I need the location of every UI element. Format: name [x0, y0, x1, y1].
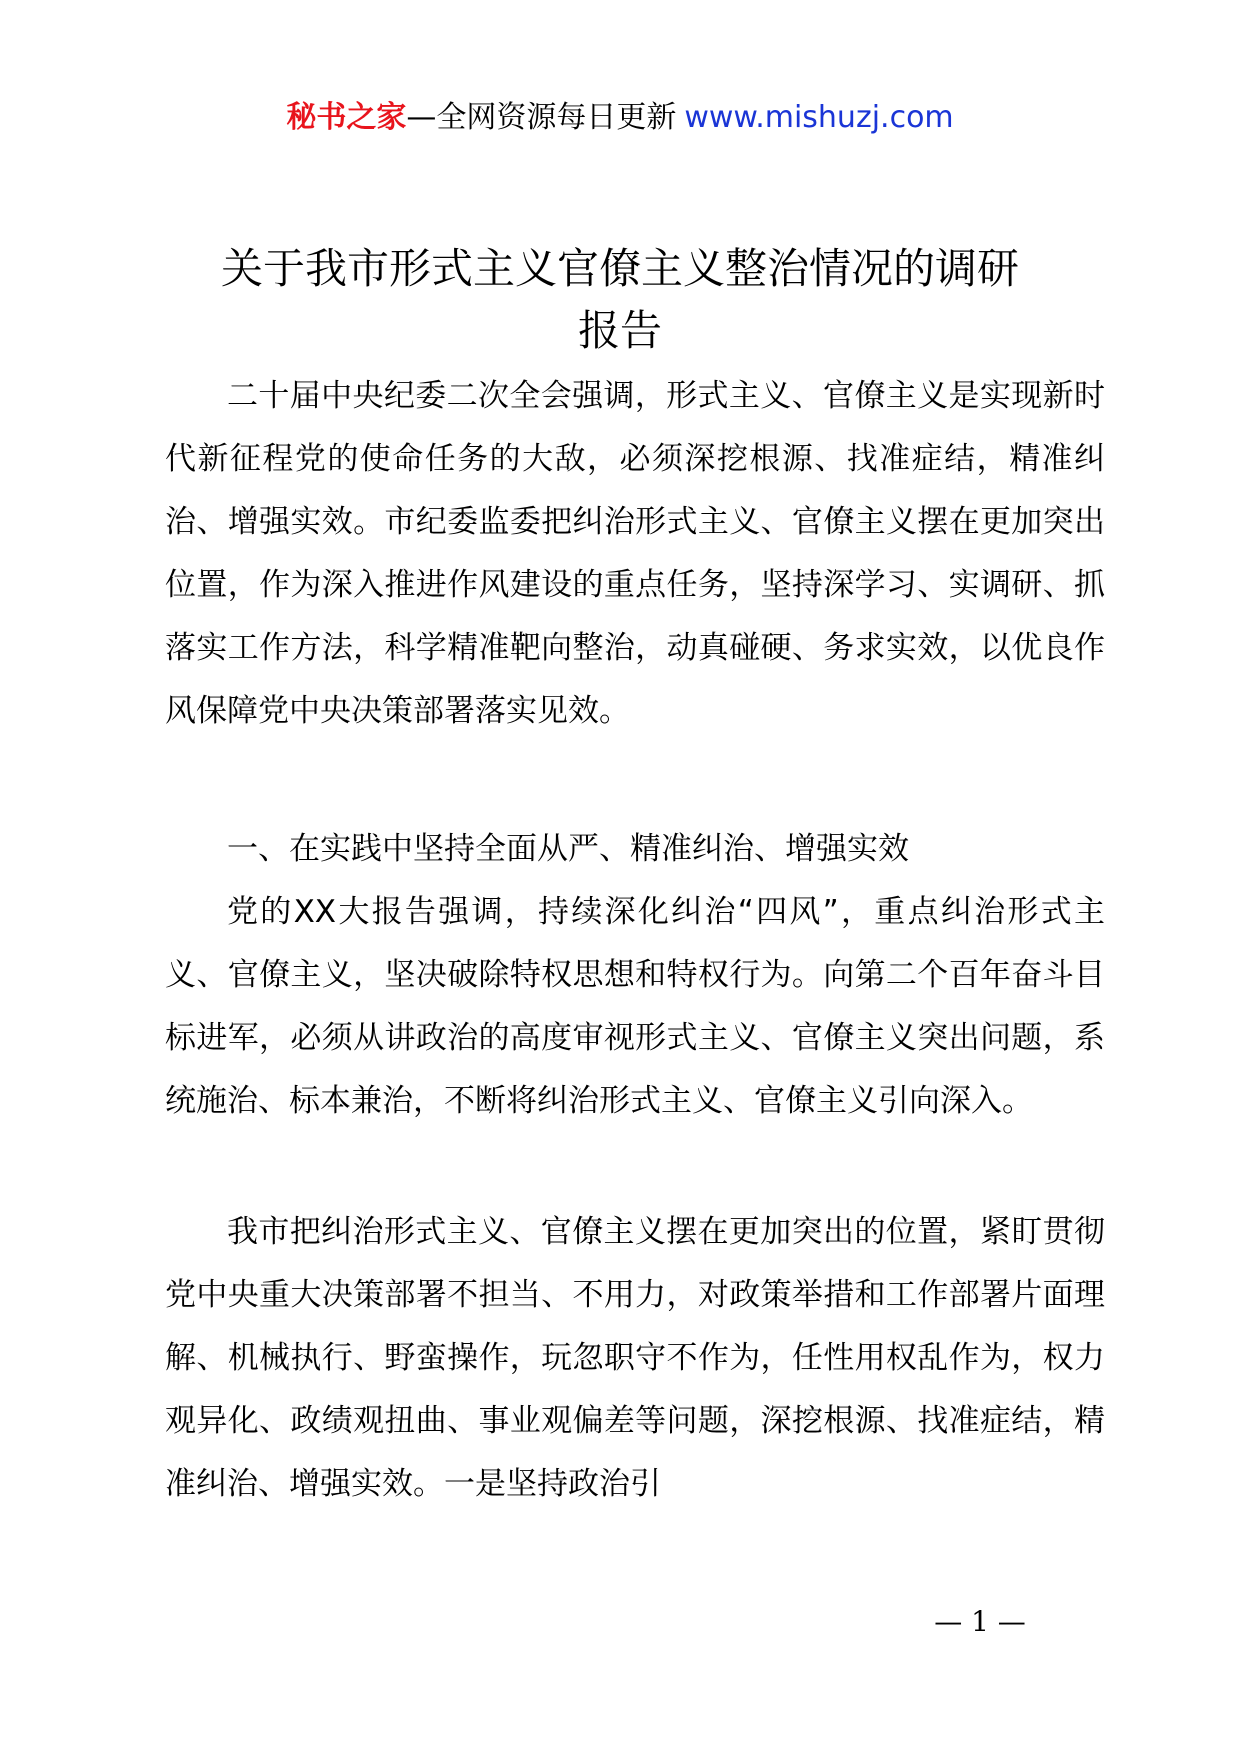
section-heading-1: 一、在实践中坚持全面从严、精准纠治、增强实效 [227, 831, 909, 867]
intro-paragraph-block [165, 365, 1105, 743]
body-paragraph-3: 我市把纠治形式主义、官僚主义摆在更加突出的位置，紧盯贯彻党中央重大决策部署不担当、不用力，对政策举措和工作部署片面理解、机械执行、野蛮操作，玩忽职守不作为，任性用权乱作为，权力观异化、政绩观扭曲、事业观偏差等问题，深挖根源、找准症结，精准纠治、增强实效。一是坚持政治引 [165, 1214, 1105, 1502]
title-line-1: 关于我市形式主义官僚主义整治情况的调研 [220, 244, 1019, 293]
header-dash: — [406, 100, 437, 135]
site-header [0, 98, 1240, 138]
paragraph-block-2 [165, 881, 1105, 1133]
page-number: — 1 — [934, 1605, 1026, 1638]
title-line-2: 报告 [577, 306, 662, 355]
document-title [100, 238, 1140, 362]
body-paragraph-2: 党的XX大报告强调，持续深化纠治“四风”，重点纠治形式主义、官僚主义，坚决破除特权思想和特权行为。向第二个百年奋斗目标进军，必须从讲政治的高度审视形式主义、官僚主义突出问题，系统施治、标本兼治，不断将纠治形式主义、官僚主义引向深入。 [165, 894, 1105, 1119]
site-brand: 秘书之家 [286, 100, 407, 135]
intro-paragraph: 二十届中央纪委二次全会强调，形式主义、官僚主义是实现新时代新征程党的使命任务的大敌，必须深挖根源、找准症结，精准纠治、增强实效。市纪委监委把纠治形式主义、官僚主义摆在更加突出位置，作为深入推进作风建设的重点任务，坚持深学习、实调研、抓落实工作方法，科学精准靶向整治，动真碰硬、务求实效，以优良作风保障党中央决策部署落实见效。 [165, 378, 1105, 729]
site-tagline: 全网资源每日更新 [436, 100, 677, 135]
site-url-link[interactable]: www.mishuzj.com [684, 100, 954, 135]
paragraph-block-3 [165, 1201, 1105, 1516]
